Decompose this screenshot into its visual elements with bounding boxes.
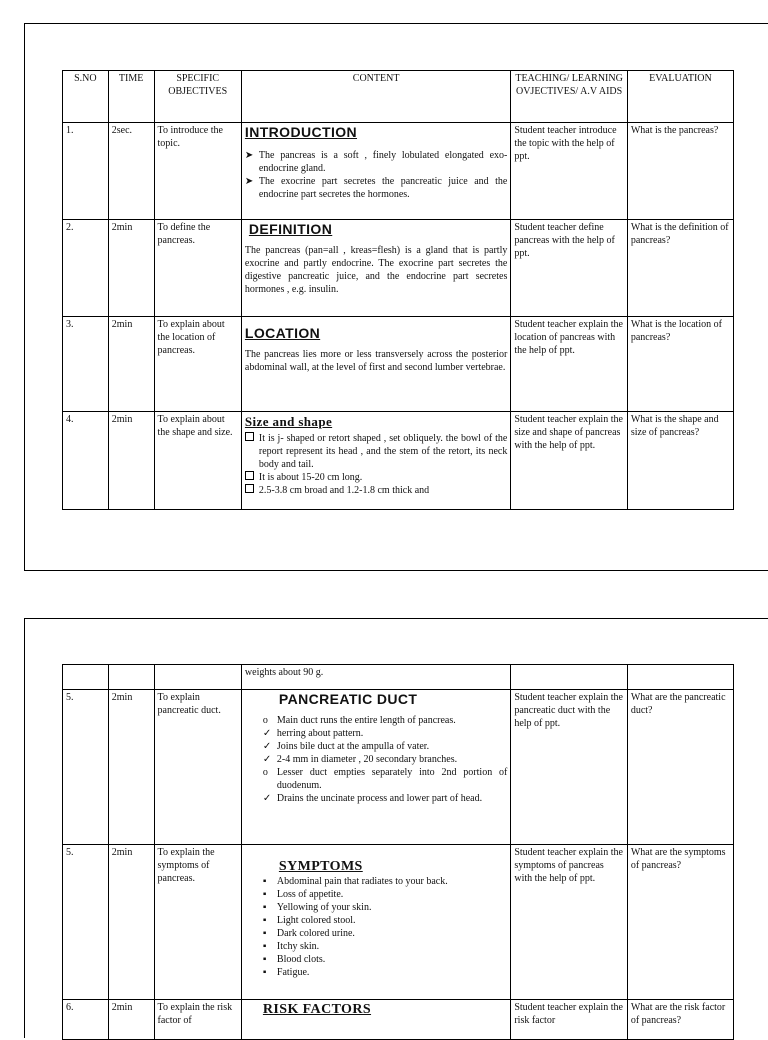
section-title: LOCATION — [244, 325, 321, 341]
row-objective: To define the pancreas. — [154, 220, 241, 317]
circle-bullet-icon: o — [262, 715, 268, 726]
row-objective: To explain pancreatic duct. — [154, 690, 241, 845]
header-teaching: TEACHING/ LEARNING OVJECTIVES/ A.V AIDS — [511, 71, 628, 123]
list-item: ➤ The exocrine part secretes the pancreatic juice and the endocrine part secretes the hormones. — [244, 176, 508, 200]
row-content — [241, 412, 510, 510]
symptom-list — [245, 875, 507, 979]
row-evaluation: What is the shape and size of pancreas? — [627, 412, 733, 510]
square-bullet-icon: ▪ — [262, 889, 267, 900]
row-evaluation: What is the definition of pancreas? — [627, 220, 733, 317]
section-text: The pancreas lies more or less transversely across the posterior abdominal wall, at the level of first and second lumber vertebrae. — [244, 349, 508, 373]
list-item: ▪ Itchy skin. — [262, 941, 320, 952]
row-evaluation: What are the risk factor of pancreas? — [627, 1000, 733, 1040]
header-sno: S.NO — [63, 71, 109, 123]
row-time: 2min — [108, 845, 154, 1000]
lesson-plan-table-1 — [62, 70, 734, 510]
row-objective: To explain about the location of pancreas. — [154, 317, 241, 412]
row-teaching: Student teacher explain the size and shape of pancreas with the help of ppt. — [511, 412, 628, 510]
table-row — [63, 412, 734, 510]
list-item: ➤ The pancreas is a soft , finely lobulated elongated exo-endocrine gland. — [244, 150, 508, 174]
checkbox-bullet-icon — [245, 432, 254, 445]
header-content: CONTENT — [241, 71, 510, 123]
row-teaching: Student teacher explain the risk factor — [511, 1000, 628, 1040]
row-evaluation: What is the location of pancreas? — [627, 317, 733, 412]
duct-list — [245, 714, 507, 805]
row-content — [241, 845, 510, 1000]
row-time: 2sec. — [108, 123, 154, 220]
table-row — [63, 1000, 734, 1040]
circle-bullet-icon: o — [262, 767, 268, 778]
check-bullet-icon: ✓ — [262, 741, 272, 752]
list-item: ▪ Light colored stool. — [262, 915, 356, 926]
row-objective: To explain about the shape and size. — [154, 412, 241, 510]
document-page-1 — [24, 23, 768, 571]
table-row — [63, 690, 734, 845]
list-item: ▪ Dark colored urine. — [262, 928, 355, 939]
square-bullet-icon: ▪ — [262, 967, 267, 978]
row-sno: 1. — [63, 123, 109, 220]
square-bullet-icon: ▪ — [262, 915, 267, 926]
section-title: DEFINITION — [248, 221, 333, 237]
section-text: The pancreas (pan=all , kreas=flesh) is a gland that is partly exocrine and partly endocrine. The exocrine part secretes the digestive pancreatic juice, and the endocrine part secretes hormones , e.g. insulin. — [244, 245, 508, 295]
check-bullet-icon: ✓ — [262, 728, 272, 739]
square-bullet-icon: ▪ — [262, 941, 267, 952]
section-title: PANCREATIC DUCT — [278, 691, 418, 707]
row-content — [241, 220, 510, 317]
row-objective: To explain the symptoms of pancreas. — [154, 845, 241, 1000]
list-item: It is j- shaped or retort shaped , set obliquely. the bowl of the report represent its head , and the stem of the retort, its neck body and tail. — [245, 432, 507, 471]
document-page-2 — [24, 618, 768, 1038]
row-teaching: Student teacher introduce the topic with the help of ppt. — [511, 123, 628, 220]
row-evaluation: What are the pancreatic duct? — [627, 690, 733, 845]
row-sno: 5. — [63, 845, 109, 1000]
row-time: 2min — [108, 317, 154, 412]
row-objective: To explain the risk factor of — [154, 1000, 241, 1040]
row-sno: 3. — [63, 317, 109, 412]
list-item: ▪ Fatigue. — [262, 967, 310, 978]
row-evaluation: What is the pancreas? — [627, 123, 733, 220]
checkbox-bullet-icon — [245, 484, 254, 497]
row-content — [241, 317, 510, 412]
row-time: 2min — [108, 220, 154, 317]
arrow-bullet-icon: ➤ — [244, 150, 254, 161]
list-item: ✓ herring about pattern. — [262, 728, 364, 739]
row-evaluation: What are the symptoms of pancreas? — [627, 845, 733, 1000]
list-item: 2.5-3.8 cm broad and 1.2-1.8 cm thick and — [245, 484, 507, 497]
row-objective: To introduce the topic. — [154, 123, 241, 220]
row-sno: 6. — [63, 1000, 109, 1040]
table-row — [63, 845, 734, 1000]
row-teaching: Student teacher define pancreas with the help of ppt. — [511, 220, 628, 317]
section-title: RISK FACTORS — [262, 1002, 372, 1017]
row-sno: 5. — [63, 690, 109, 845]
list-item: ▪ Blood clots. — [262, 954, 326, 965]
header-objectives: SPECIFIC OBJECTIVES — [154, 71, 241, 123]
check-bullet-icon: ✓ — [262, 793, 272, 804]
list-item: ✓ Joins bile duct at the ampulla of vater. — [262, 741, 430, 752]
arrow-bullet-icon: ➤ — [244, 176, 254, 187]
list-item: o Lesser duct empties separately into 2nd portion of duodenum. — [262, 767, 508, 791]
row-teaching — [511, 665, 628, 690]
row-content: weights about 90 g. — [241, 665, 510, 690]
row-content — [241, 123, 510, 220]
row-content — [241, 1000, 510, 1040]
list-item: ▪ Abdominal pain that radiates to your back. — [262, 876, 448, 887]
table-row — [63, 123, 734, 220]
list-item: ▪ Yellowing of your skin. — [262, 902, 372, 913]
list-item: ✓ 2-4 mm in diameter , 20 secondary branches. — [262, 754, 458, 765]
table-row — [63, 220, 734, 317]
lesson-plan-table-2 — [62, 664, 734, 1040]
list-item: It is about 15-20 cm long. — [245, 471, 507, 484]
row-time: 2min — [108, 690, 154, 845]
row-time: 2min — [108, 1000, 154, 1040]
section-title: SYMPTOMS — [278, 859, 363, 874]
row-teaching: Student teacher explain the pancreatic duct with the help of ppt. — [511, 690, 628, 845]
row-objective — [154, 665, 241, 690]
list-item: ▪ Loss of appetite. — [262, 889, 344, 900]
row-sno: 2. — [63, 220, 109, 317]
row-sno — [63, 665, 109, 690]
row-sno: 4. — [63, 412, 109, 510]
header-time: TIME — [108, 71, 154, 123]
bullet-list — [245, 149, 507, 201]
square-bullet-icon: ▪ — [262, 928, 267, 939]
checkbox-bullet-icon — [245, 471, 254, 484]
table-row — [63, 665, 734, 690]
table-row — [63, 317, 734, 412]
square-bullet-icon: ▪ — [262, 902, 267, 913]
check-bullet-icon: ✓ — [262, 754, 272, 765]
square-bullet-icon: ▪ — [262, 954, 267, 965]
table-header-row — [63, 71, 734, 123]
section-title: INTRODUCTION — [244, 124, 358, 140]
row-evaluation — [627, 665, 733, 690]
row-teaching: Student teacher explain the location of pancreas with the help of ppt. — [511, 317, 628, 412]
section-title: Size and shape — [244, 414, 333, 429]
checkbox-list — [245, 432, 507, 497]
row-teaching: Student teacher explain the symptoms of pancreas with the help of ppt. — [511, 845, 628, 1000]
list-item: o Main duct runs the entire length of pancreas. — [262, 715, 456, 726]
header-evaluation: EVALUATION — [627, 71, 733, 123]
row-time — [108, 665, 154, 690]
row-time: 2min — [108, 412, 154, 510]
list-item: ✓ Drains the uncinate process and lower part of head. — [262, 793, 483, 804]
square-bullet-icon: ▪ — [262, 876, 267, 887]
row-content — [241, 690, 510, 845]
